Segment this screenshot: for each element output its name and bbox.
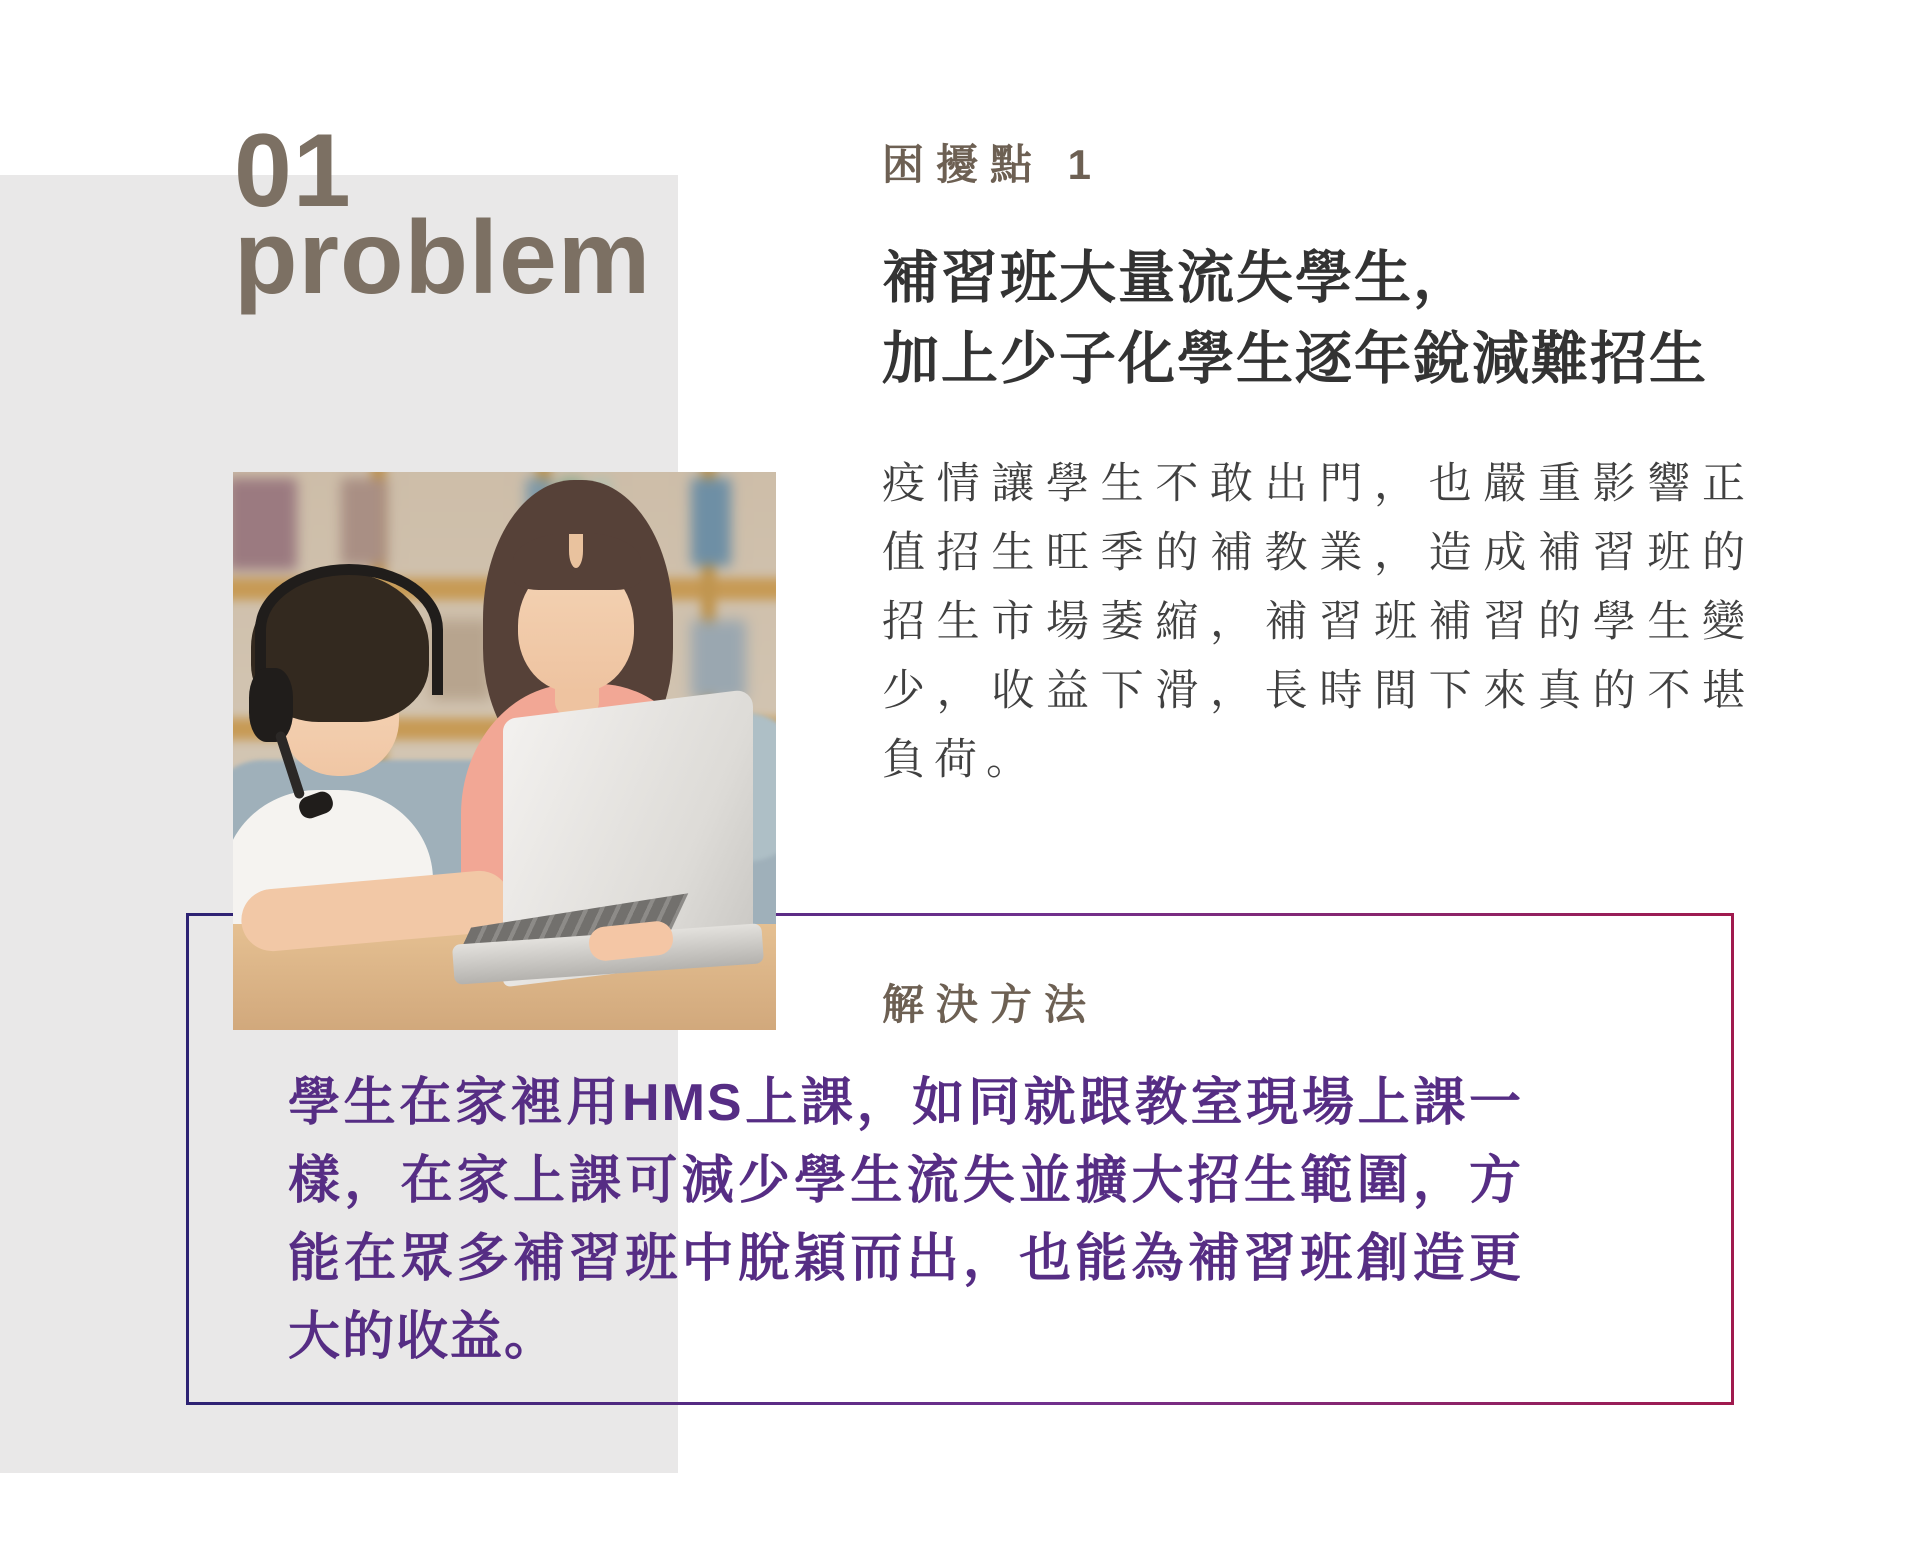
solution-body-paragraph: 學生在家裡用HMS上課，如同就跟教室現場上課一樣，在家上課可減少學生流失並擴大招生範圍，方能在眾多補習班中脫穎而出，也能為補習班創造更大的收益。	[288, 1074, 1523, 1366]
book-spine	[691, 478, 731, 566]
mother-child-online-class-photo	[233, 472, 776, 1030]
headphone-earcup	[249, 668, 293, 742]
book-spine	[341, 478, 387, 566]
problem-body-paragraph: 疫情讓學生不敢出門，也嚴重影響正值招生旺季的補教業，造成補習班的招生市場萎縮，補習班補習的學生變少，收益下滑，長時間下來真的不堪負荷。	[882, 460, 1754, 784]
problem-heading	[882, 238, 1708, 400]
problem-kicker: 困擾點 1	[882, 141, 1104, 188]
section-number: 01	[234, 113, 352, 229]
problem-heading-line1: 補習班大量流失學生，	[882, 246, 1472, 310]
book-spine	[233, 478, 297, 570]
section-word: problem	[234, 200, 652, 317]
problem-heading-line2: 加上少子化學生逐年銳減難招生	[882, 327, 1708, 391]
solution-kicker: 解決方法	[882, 981, 1099, 1028]
section-number-label	[234, 113, 652, 317]
book-spine	[691, 620, 746, 700]
woman-hair-part	[569, 534, 583, 568]
